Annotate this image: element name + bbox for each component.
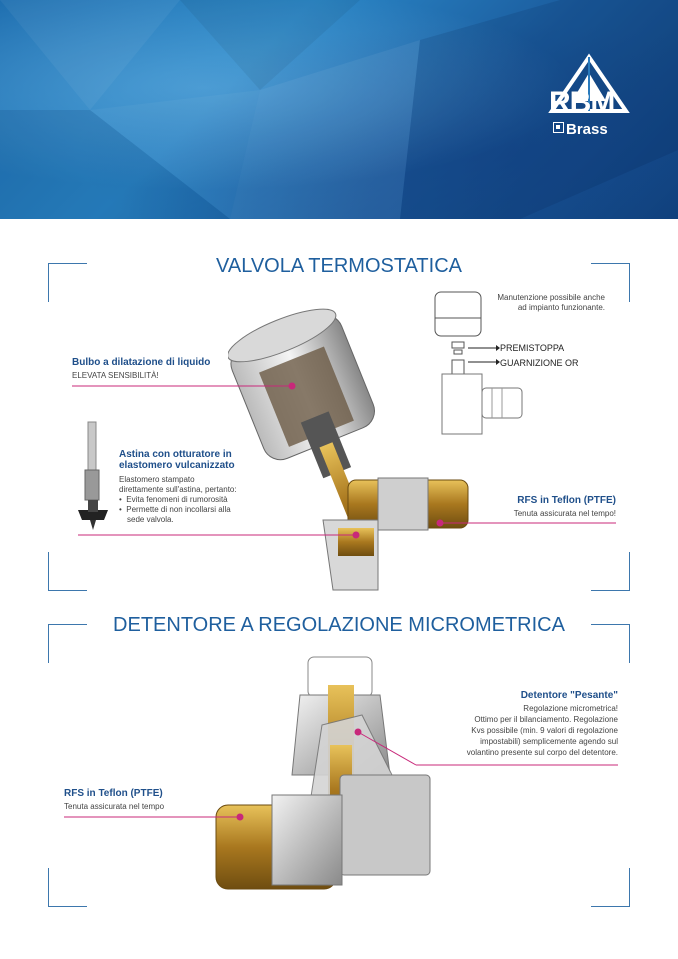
astina-bullet-1-text: Evita fenomeni di rumorosità <box>126 495 228 504</box>
section-title-detentore: DETENTORE A REGOLAZIONE MICROMETRICA <box>113 614 565 636</box>
det-line-3: Kvs possibile (min. 9 valori di regolazione <box>471 726 618 735</box>
rfs-heading-2: RFS in Teflon (PTFE) <box>64 788 163 799</box>
astina-text-1: Elastomero stampato <box>119 475 195 484</box>
astina-bullet-2-text: Permette di non incollarsi alla <box>126 505 231 514</box>
rfs-text-1: Tenuta assicurata nel tempo! <box>513 509 616 518</box>
astina-text-2: direttamente sull'astina, pertanto: <box>119 485 237 494</box>
guarnizione-label: GUARNIZIONE OR <box>500 358 579 368</box>
maintenance-note-2: ad impianto funzionante. <box>517 303 605 312</box>
premistoppa-label: PREMISTOPPA <box>500 343 565 353</box>
astina-bullet-2-cont: sede valvola. <box>127 515 174 524</box>
section-title-valvola: VALVOLA TERMOSTATICA <box>216 255 462 277</box>
brand-name: RBM <box>549 86 615 119</box>
rfs-heading-1: RFS in Teflon (PTFE) <box>517 495 616 506</box>
maintenance-note-1: Manutenzione possibile anche <box>497 293 605 302</box>
astina-heading-1: Astina con otturatore in <box>119 449 232 460</box>
bulbo-text: ELEVATA SENSIBILITÀ! <box>72 371 159 380</box>
det-line-5: volantino presente sul corpo del detentore. <box>466 748 618 757</box>
det-line-4: impostabili) semplicemente agendo sul <box>480 737 618 746</box>
astina-bullet-1: • Evita fenomeni di rumorosità <box>119 495 228 504</box>
detentore-heading: Detentore "Pesante" <box>520 690 618 701</box>
bulbo-heading: Bulbo a dilatazione di liquido <box>72 357 211 368</box>
astina-heading-2: elastomero vulcanizzato <box>119 460 235 471</box>
det-line-1: Regolazione micrometrica! <box>523 704 618 713</box>
astina-bullet-2: • Permette di non incollarsi alla <box>119 505 231 514</box>
det-line-2: Ottimo per il bilanciamento. Regolazione <box>474 715 618 724</box>
brand-sub: Brass <box>566 121 608 138</box>
rfs-text-2: Tenuta assicurata nel tempo <box>64 802 165 811</box>
stem-image <box>74 420 112 532</box>
